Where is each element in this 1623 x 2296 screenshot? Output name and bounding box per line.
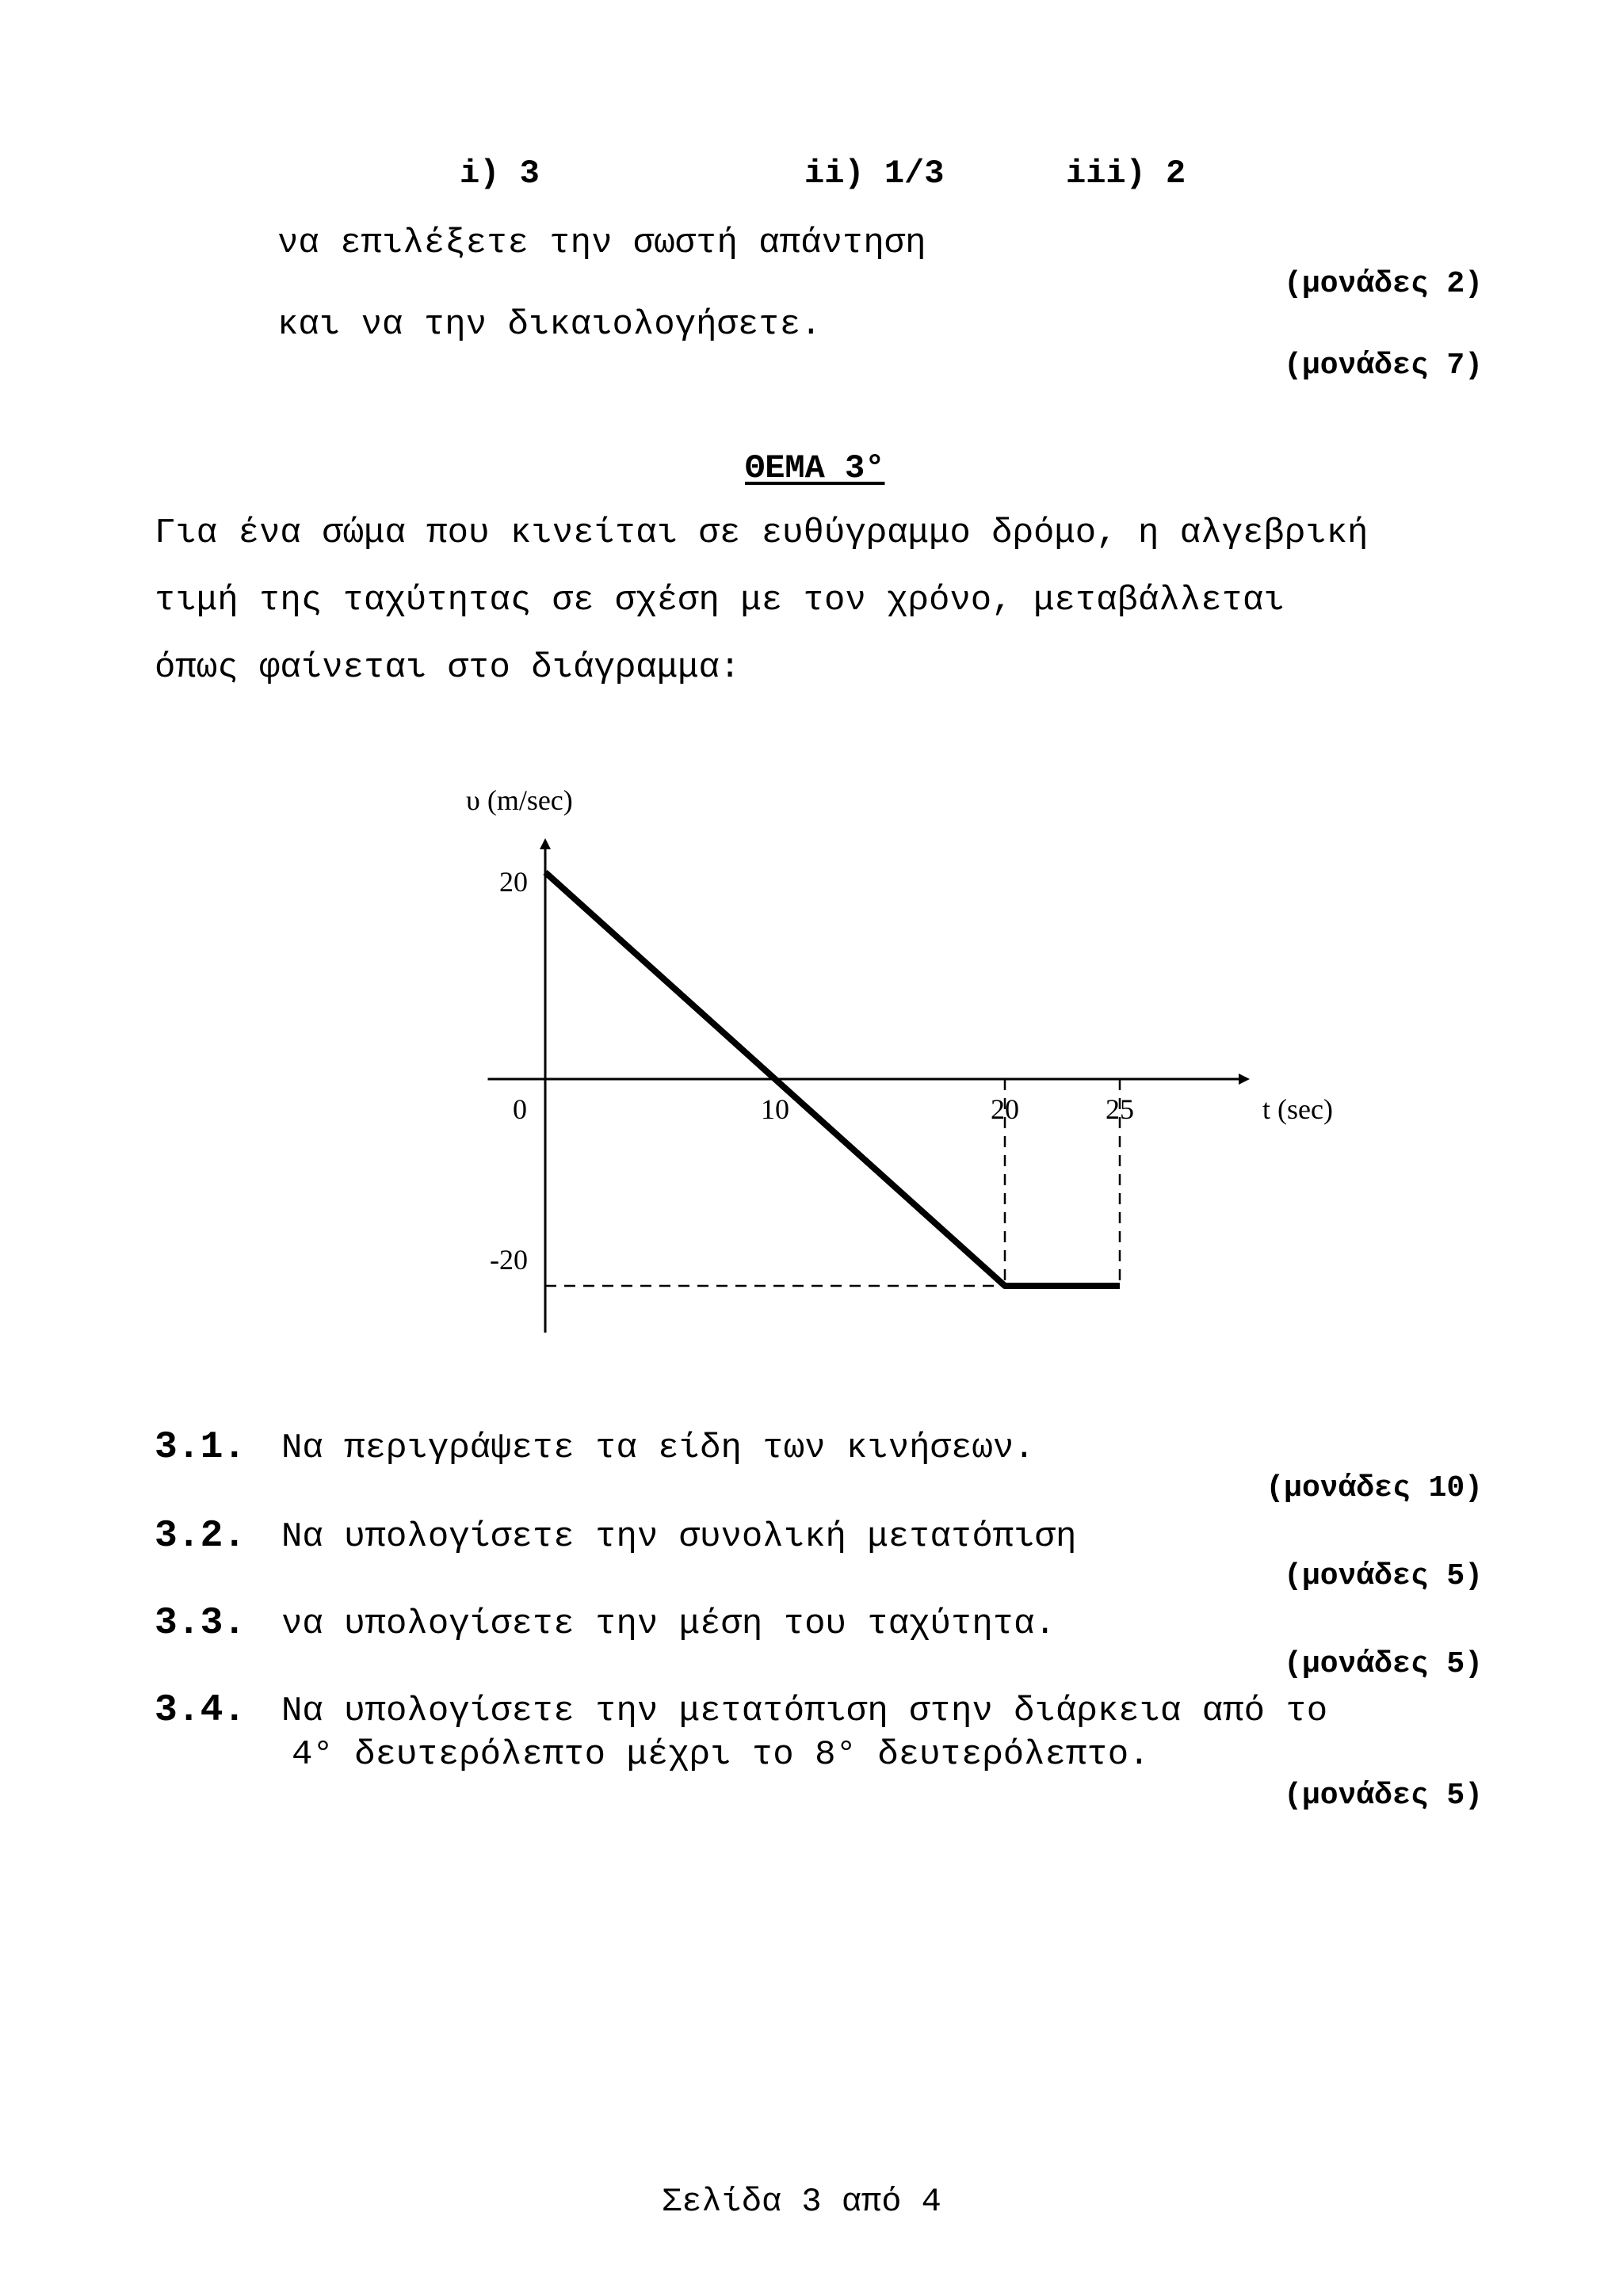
option-ii: ii) 1/3: [804, 154, 945, 193]
option-iii: iii) 2: [1066, 154, 1186, 193]
question-number-3-2: 3.2.: [155, 1515, 246, 1558]
marks-3-4: (μονάδες 5): [1284, 1779, 1483, 1813]
question-text-3-2: Να υπολογίσετε την συνολική μετατόπιση: [281, 1517, 1077, 1557]
y-tick-label-neg20: -20: [490, 1244, 528, 1276]
question-number-3-1: 3.1.: [155, 1426, 246, 1469]
question-text-3-3: να υπολογίσετε την μέση του ταχύτητα.: [281, 1604, 1056, 1644]
marks-3-1: (μονάδες 10): [1266, 1471, 1483, 1505]
marks-justify: (μονάδες 7): [1284, 349, 1483, 383]
x-tick-label-10: 10: [761, 1093, 789, 1125]
marks-choose: (μονάδες 2): [1284, 267, 1483, 301]
paragraph-line-1: Για ένα σώμα που κινείται σε ευθύγραμμο δρόμο, η αλγεβρική: [155, 513, 1369, 553]
instruction-justify: και να την δικαιολογήσετε.: [277, 305, 822, 345]
x-axis-label: t (sec): [1262, 1093, 1333, 1125]
y-tick-label-20: 20: [499, 866, 528, 898]
x-tick-label-20: 20: [991, 1093, 1019, 1125]
question-text-3-4-line-1: Να υπολογίσετε την μετατόπιση στην διάρκεια από το: [281, 1691, 1328, 1731]
y-axis-label: υ (m/sec): [466, 784, 573, 816]
question-text-3-4-line-2: 4° δευτερόλεπτο μέχρι το 8° δευτερόλεπτο.: [292, 1735, 1150, 1775]
question-text-3-1: Να περιγράψετε τα είδη των κινήσεων.: [281, 1428, 1035, 1468]
paragraph-line-3: όπως φαίνεται στο διάγραμμα:: [155, 648, 741, 688]
page-footer: Σελίδα 3 από 4: [662, 2183, 941, 2221]
marks-3-3: (μονάδες 5): [1284, 1647, 1483, 1681]
marks-3-2: (μονάδες 5): [1284, 1559, 1483, 1593]
question-number-3-3: 3.3.: [155, 1602, 246, 1645]
topic-title: ΘΕΜΑ 3°: [745, 449, 885, 487]
x-tick-label-25: 25: [1106, 1093, 1134, 1125]
paragraph-line-2: τιμή της ταχύτητας σε σχέση με τον χρόνο, μεταβάλλεται: [155, 581, 1285, 620]
x-tick-label-0: 0: [513, 1093, 527, 1125]
option-i: i) 3: [460, 154, 540, 193]
question-number-3-4: 3.4.: [155, 1689, 246, 1732]
instruction-choose: να επιλέξετε την σωστή απάντηση: [277, 223, 926, 263]
